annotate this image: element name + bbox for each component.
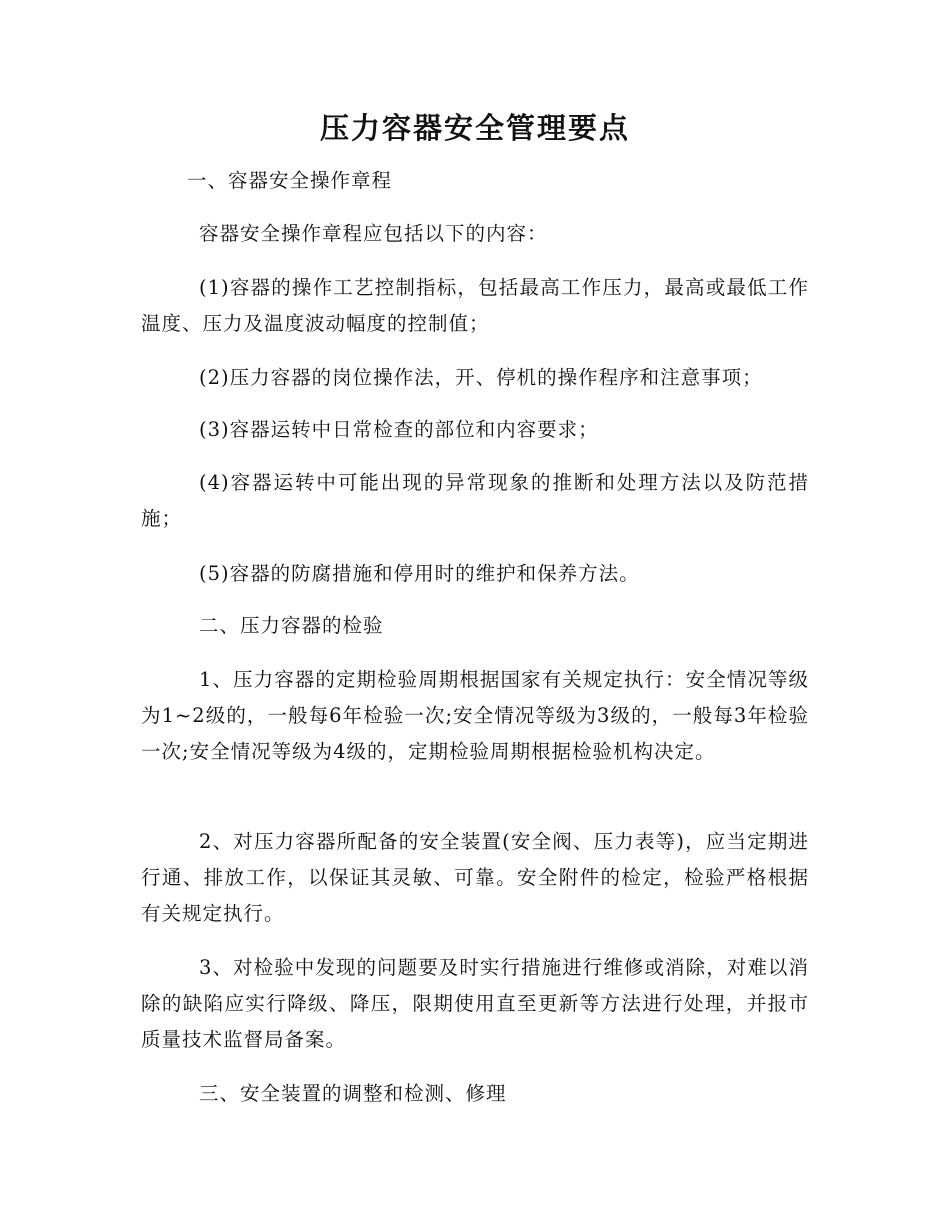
list-item-2: (2)压力容器的岗位操作法，开、停机的操作程序和注意事项； [199, 366, 763, 389]
inspection-item-2: 2、对压力容器所配备的安全装置(安全阀、压力表等)，应当定期进行通、排放工作，以保证其灵敏、可靠。安全附件的检定，检验严格根据有关规定执行。 [141, 830, 809, 925]
section-heading-1: 一、容器安全操作章程 [187, 169, 393, 192]
list-item-3: (3)容器运转中日常检查的部位和内容要求； [199, 418, 599, 441]
paragraph-intro: 容器安全操作章程应包括以下的内容： [199, 222, 548, 245]
list-item-1: (1)容器的操作工艺控制指标，包括最高工作压力，最高或最低工作温度、压力及温度波动幅度的控制值； [141, 276, 809, 335]
section-heading-3: 三、安全装置的调整和检测、修理 [199, 1082, 507, 1105]
document-title: 压力容器安全管理要点 [319, 111, 630, 145]
inspection-item-1: 1、压力容器的定期检验周期根据国家有关规定执行：安全情况等级为1~2级的，一般每6年检验一次;安全情况等级为3级的，一般每3年检验一次;安全情况等级为4级的，定期检验周期根据检验机构决定。 [141, 668, 809, 763]
list-item-4: (4)容器运转中可能出现的异常现象的推断和处理方法以及防范措施； [141, 471, 809, 530]
list-item-5: (5)容器的防腐措施和停用时的维护和保养方法。 [199, 562, 640, 585]
section-heading-2: 二、压力容器的检验 [199, 614, 384, 637]
inspection-item-3: 3、对检验中发现的问题要及时实行措施进行维修或消除，对难以消除的缺陷应实行降级、降压，限期使用直至更新等方法进行处理，并报市质量技术监督局备案。 [141, 956, 809, 1051]
